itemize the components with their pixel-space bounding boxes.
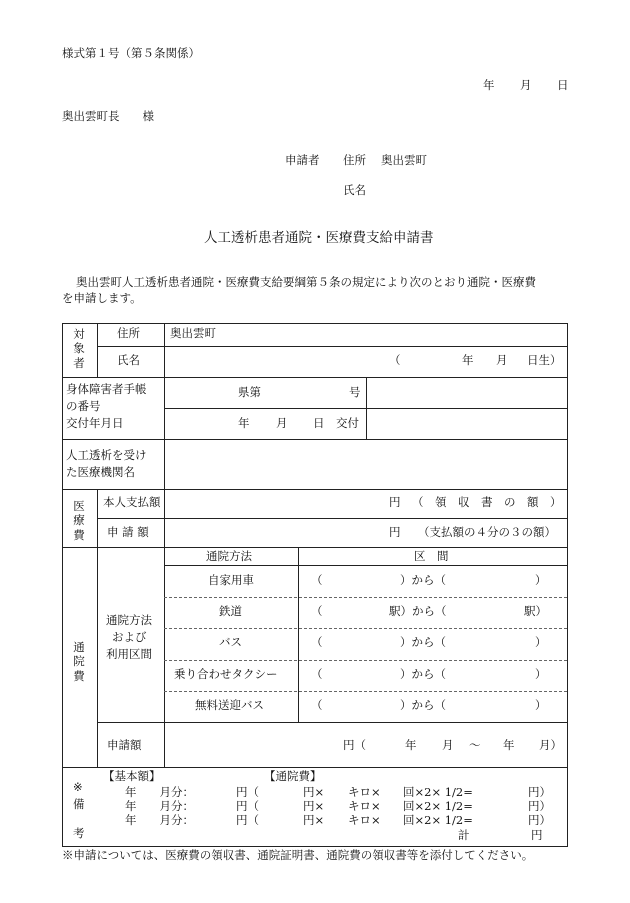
addressee: 奥出雲町長 様 — [62, 109, 154, 123]
name-label: 氏名 — [343, 183, 366, 197]
remarks-end: 円） — [528, 813, 551, 827]
date-day: 日 — [557, 78, 569, 92]
document-title: 人工透析患者通院・医療費支給申請書 — [204, 230, 434, 246]
method-label-1: 通院方法 — [106, 613, 152, 627]
section-mid: ）から（ — [400, 667, 446, 681]
subject-group-label: 対象者 — [73, 327, 85, 370]
subject-address-value: 奥出雲町 — [170, 326, 216, 340]
col-method-header: 通院方法 — [206, 549, 252, 563]
form-number: 様式第１号（第５条関係） — [62, 46, 200, 60]
disability-label-2: の番号 — [66, 399, 101, 413]
commute-group-label: 通院費 — [73, 640, 85, 683]
remarks-km: キロ× — [348, 785, 381, 799]
medical-group-label: 医療費 — [73, 499, 85, 542]
section-open: （ — [311, 698, 323, 712]
method-name: バス — [219, 635, 242, 649]
commute-apply-year2: 年 — [503, 738, 515, 752]
date-year: 年 — [483, 78, 495, 92]
section-mid: 駅）から（ — [389, 604, 447, 618]
commute-apply-label: 申請額 — [107, 738, 142, 752]
birth-day: 日生） — [527, 353, 562, 367]
method-name: 無料送迎バス — [195, 698, 264, 712]
section-open: （ — [311, 635, 323, 649]
institution-label-1: 人工透析を受け — [66, 448, 147, 462]
remarks-calc: 回×2× 1/2= — [403, 813, 473, 827]
commute-apply-unit: 円（ — [343, 738, 366, 752]
section-close: ） — [535, 667, 547, 681]
birth-open: （ — [389, 353, 401, 367]
remarks-end: 円） — [528, 785, 551, 799]
intro-line-1: 奥出雲町人工透析患者通院・医療費支給要綱第５条の規定により次のとおり通院・医療費 — [76, 275, 536, 289]
section-open: （ — [311, 604, 323, 618]
commute-apply-month1: 月 — [442, 738, 454, 752]
commute-apply-tilde: ～ — [469, 738, 481, 752]
commute-apply-year1: 年 — [405, 738, 417, 752]
section-open: （ — [311, 573, 323, 587]
section-mid: ）から（ — [400, 573, 446, 587]
remarks-yen2: 円× — [303, 813, 325, 827]
address-label: 住所 — [343, 153, 366, 167]
institution-label-2: た医療機関名 — [66, 465, 135, 479]
birth-month: 月 — [496, 353, 508, 367]
method-label-3: 利用区間 — [106, 647, 152, 661]
medical-apply-unit: 円 — [389, 525, 401, 539]
disability-pref: 県第 — [238, 385, 261, 399]
commute-apply-month2: 月） — [539, 738, 562, 752]
address-value: 奥出雲町 — [381, 153, 427, 167]
medical-apply-label: 申 請 額 — [107, 525, 149, 539]
base-amount-label: 【基本額】 — [103, 769, 161, 783]
issue-year: 年 — [238, 416, 250, 430]
col-section-header: 区 間 — [414, 549, 449, 563]
section-mid: ）から（ — [400, 635, 446, 649]
total-label: 計 — [458, 828, 470, 842]
date-month: 月 — [520, 78, 532, 92]
section-close: ） — [535, 573, 547, 587]
section-open: （ — [311, 667, 323, 681]
remarks-label-1: 備 — [73, 797, 85, 811]
medical-apply-note: （支払額の４分の３の額） — [418, 525, 556, 539]
section-close: ） — [535, 698, 547, 712]
remarks-calc: 回×2× 1/2= — [403, 799, 473, 813]
disability-label-1: 身体障害者手帳 — [66, 382, 147, 396]
paid-note: （ 領 収 書 の 額 ） — [412, 495, 562, 509]
birth-year: 年 — [462, 353, 474, 367]
remarks-calc: 回×2× 1/2= — [403, 785, 473, 799]
remarks-mark: ※ — [73, 780, 83, 794]
subject-address-label: 住所 — [117, 326, 140, 340]
paid-label: 本人支払額 — [103, 495, 161, 509]
method-name: 乗り合わせタクシー — [174, 667, 278, 681]
section-mid: ）から（ — [400, 698, 446, 712]
issue-day: 日 — [313, 416, 325, 430]
remarks-yen1: 円（ — [236, 813, 259, 827]
remarks-km: キロ× — [348, 799, 381, 813]
section-close: ） — [535, 635, 547, 649]
remarks-yen2: 円× — [303, 799, 325, 813]
remarks-km: キロ× — [348, 813, 381, 827]
disability-num: 号 — [349, 385, 361, 399]
issue-month: 月 — [276, 416, 288, 430]
remarks-ym: 年 月分： — [125, 813, 194, 827]
remarks-end: 円） — [528, 799, 551, 813]
method-name: 自家用車 — [208, 573, 254, 587]
subject-name-label: 氏名 — [117, 353, 140, 367]
total-unit: 円 — [531, 828, 543, 842]
paid-unit: 円 — [389, 495, 401, 509]
remarks-yen2: 円× — [303, 785, 325, 799]
section-close: 駅） — [524, 604, 547, 618]
remarks-yen1: 円（ — [236, 799, 259, 813]
method-name: 鉄道 — [219, 604, 242, 618]
remarks-ym: 年 月分： — [125, 799, 194, 813]
footnote: ※申請については、医療費の領収書、通院証明書、通院費の領収書等を添付してください。 — [62, 848, 534, 862]
disability-label-3: 交付年月日 — [66, 416, 124, 430]
applicant-label: 申請者 — [285, 153, 320, 167]
method-label-2: および — [112, 630, 147, 644]
remarks-label-2: 考 — [73, 826, 85, 840]
commute-fee-label: 【通院費】 — [264, 769, 322, 783]
remarks-ym: 年 月分： — [125, 785, 194, 799]
intro-line-2: を申請します。 — [62, 291, 142, 305]
remarks-yen1: 円（ — [236, 785, 259, 799]
issue-suffix: 交付 — [336, 416, 359, 430]
